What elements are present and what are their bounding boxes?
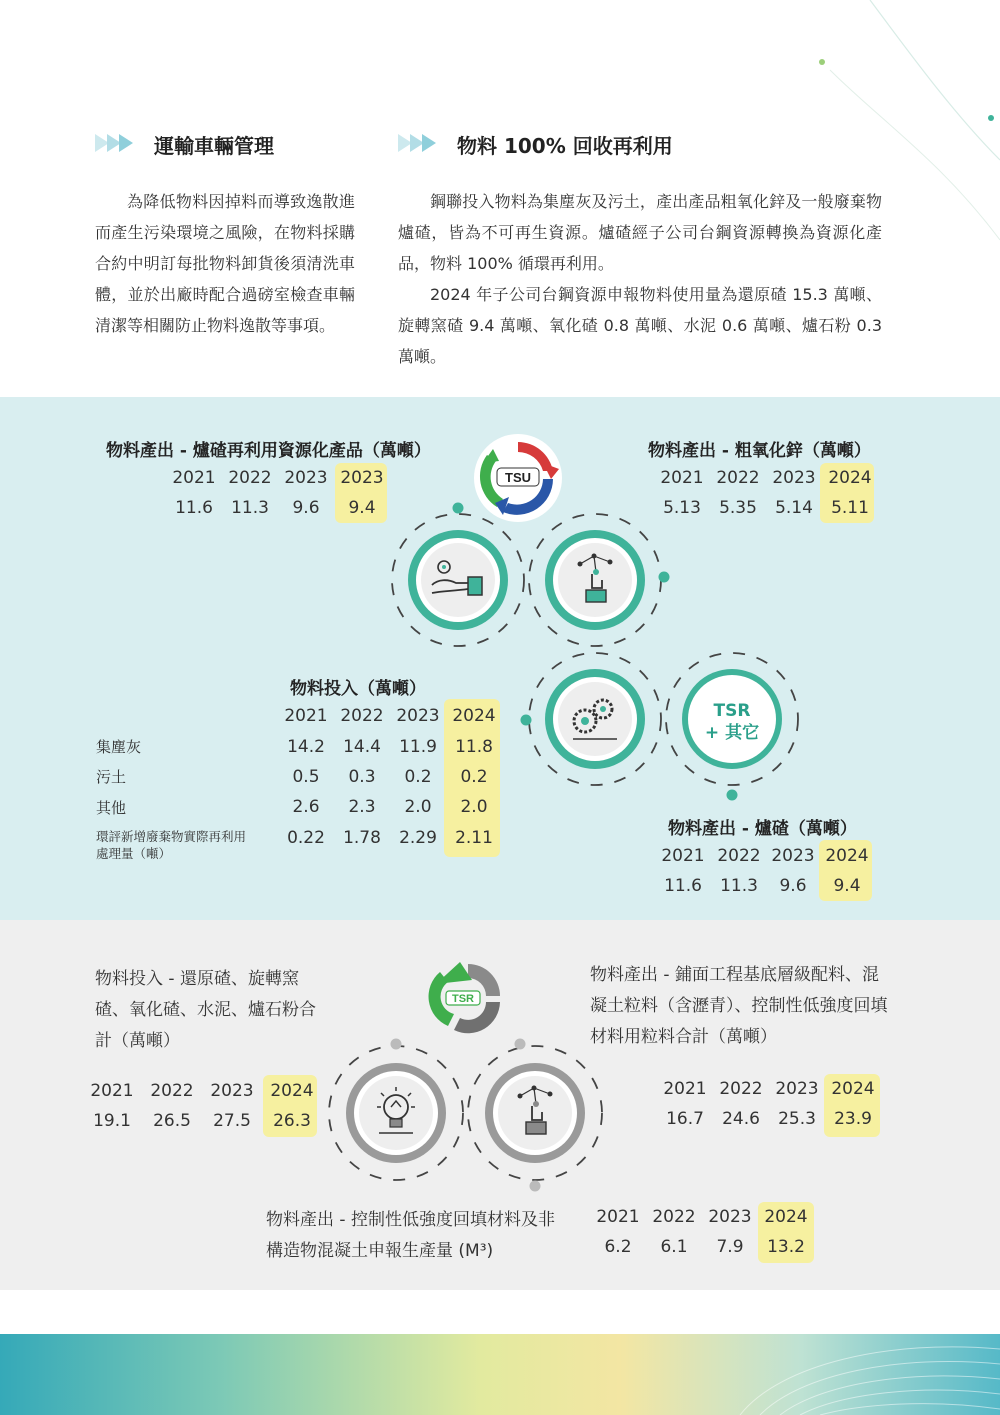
zinc-oxide-title: 物料產出 - 粗氧化鋅（萬噸） [648, 441, 871, 461]
tsr-input-title: 物料投入 - 還原碴、旋轉窯碴、氧化碴、水泥、爐石粉合計（萬噸） [95, 969, 316, 1051]
tsr-clsm-table: 2021 2022 2023 2024 6.2 6.1 7.9 13.2 [596, 1207, 808, 1257]
table-row: 0.22 1.78 2.29 2.11 [287, 828, 493, 848]
table-row: 2.6 2.3 2.0 2.0 [292, 797, 488, 817]
connector-dot [391, 1039, 402, 1050]
row-label: 環評新增廢棄物實際再利用處理量（噸） [96, 829, 247, 861]
slag-title: 物料產出 - 爐碴（萬噸） [668, 819, 857, 839]
transport-paragraph: 為降低物料因掉料而導致逸散進而產生污染環境之風險，在物料採購合約中明訂每批物料卸貨後須清洗車體，並於出廠時配合過磅室檢查車輛清潔等相關防止物料逸散等事項。 [95, 192, 355, 335]
row-label: 集塵灰 [96, 738, 142, 756]
tsr-pavement-title: 物料產出 - 鋪面工程基底層級配料、混凝土粒料（含瀝青）、控制性低強度回填材料用粒料合計（萬噸） [590, 965, 888, 1047]
tsr-pavement-table: 2021 2022 2023 2024 16.7 24.6 25.3 23.9 [663, 1079, 875, 1129]
tsu-logo-text: TSU [505, 470, 531, 485]
recycle-paragraph: 鋼聯投入物料為集塵灰及污土，產出產品粗氧化鋅及一般廢棄物爐碴，皆為不可再生資源。爐碴經子公司台鋼資源轉換為資源化產品，物料 100% 循環再利用。 2024 年子公司台鋼資源申報物料使用量為還原碴 15.3 萬噸、旋轉窯碴 9.4 萬噸、氧化碴 0.8 萬噸、水泥 0.6 萬噸、爐石粉 0.3 萬噸。 [398, 192, 882, 366]
recycle-title: 物料 100% 回收再利用 [457, 134, 673, 158]
material-input-table: 2021 2022 2023 2024 14.2 14.4 11.9 11.8 0.5 0.3 0.2 0.2 2.6 2.3 2.0 2.0 0.22 1.78 2.29 2.11 [278, 701, 502, 853]
tsr-clsm-title: 物料產出 - 控制性低強度回填材料及非構造物混凝土申報生產量 (M³) [266, 1210, 555, 1261]
footer-wave-lines [0, 1334, 1000, 1415]
table-row: 14.2 14.4 11.9 11.8 [287, 737, 493, 757]
row-label: 污土 [96, 768, 127, 786]
table-row: 0.5 0.3 0.2 0.2 [292, 767, 488, 787]
connector-dot [515, 1039, 526, 1050]
connector-dot [530, 1181, 541, 1192]
lightbulb-icon [371, 1085, 421, 1141]
zinc-oxide-table: 2021 2022 2023 2024 5.13 5.35 5.14 5.11 [660, 468, 872, 518]
tsr-input-table: 2021 2022 2023 2024 19.1 26.5 27.5 26.3 [90, 1081, 314, 1131]
tsr-label: TSR + 其它 [704, 701, 760, 743]
row-label: 其他 [96, 799, 127, 817]
transport-title: 運輸車輛管理 [154, 134, 274, 158]
material-input-title: 物料投入（萬噸） [290, 679, 426, 699]
network-hand-icon [510, 1082, 560, 1138]
tsr-logo-text: TSR [452, 993, 474, 1005]
slag-product-table: 2021 2022 2023 2023 11.6 11.3 9.6 9.4 [172, 468, 384, 518]
slag-table: 2021 2022 2023 2024 11.6 11.3 9.6 9.4 [661, 846, 869, 896]
slag-product-title: 物料產出 - 爐碴再利用資源化產品（萬噸） [106, 441, 431, 461]
